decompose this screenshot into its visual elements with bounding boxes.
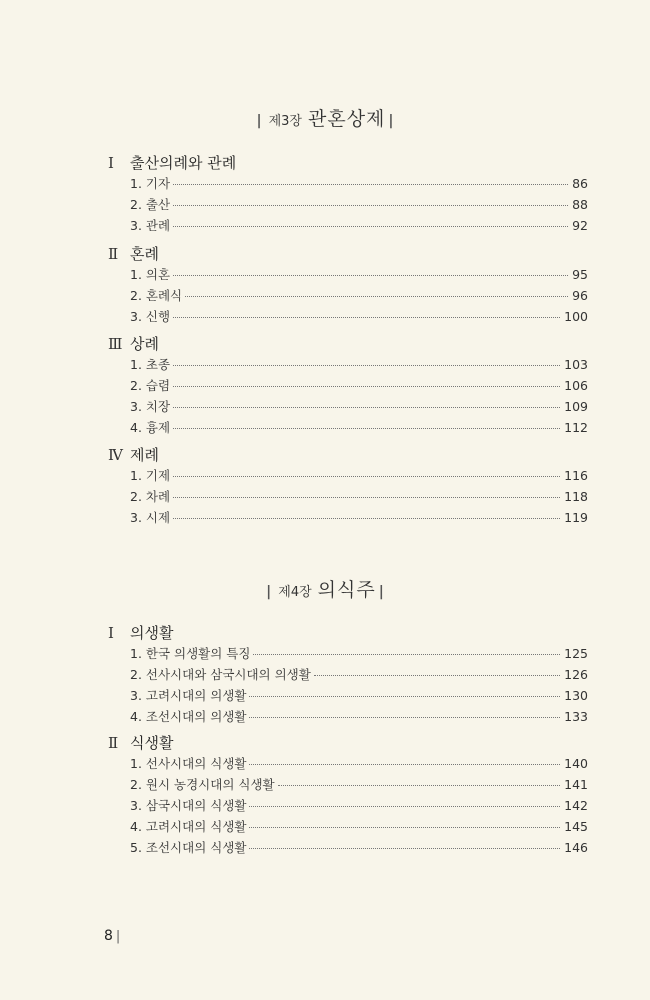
dot-leader: [173, 518, 560, 519]
entry-page: 118: [564, 489, 588, 504]
entry-title: 4. 흉제: [130, 420, 171, 435]
entry-title: 1. 선사시대의 식생활: [130, 756, 247, 771]
entry-title: 2. 출산: [130, 197, 171, 212]
toc-entry[interactable]: [130, 466, 588, 487]
dot-leader: [173, 497, 560, 498]
entry-page: 95: [572, 267, 588, 282]
toc-entry[interactable]: [130, 817, 588, 838]
dot-leader: [173, 275, 568, 276]
toc-entry[interactable]: [130, 775, 588, 796]
toc-entry[interactable]: [130, 665, 588, 686]
section-title: 상례: [130, 335, 159, 353]
entry-title: 1. 기제: [130, 468, 171, 483]
page-folio: [104, 928, 120, 944]
dot-leader: [249, 806, 560, 807]
dot-leader: [173, 476, 560, 477]
entry-title: 2. 원시 농경시대의 식생활: [130, 777, 275, 792]
folio-number: 8: [104, 928, 113, 944]
dot-leader: [249, 827, 560, 828]
chapter-title: [0, 104, 650, 131]
entry-page: 96: [572, 288, 588, 303]
entry-title: 1. 초종: [130, 357, 171, 372]
toc-section: [108, 243, 588, 328]
section-title: 식생활: [130, 734, 174, 752]
dot-leader: [249, 696, 560, 697]
toc-entry[interactable]: [130, 838, 588, 859]
entry-page: 146: [564, 840, 588, 855]
dot-leader: [185, 296, 568, 297]
entry-title: 2. 선사시대와 삼국시대의 의생활: [130, 667, 311, 682]
toc-entry[interactable]: [130, 796, 588, 817]
dot-leader: [173, 317, 560, 318]
dot-leader: [314, 675, 560, 676]
entry-title: 2. 혼례식: [130, 288, 183, 303]
entry-page: 86: [572, 176, 588, 191]
dot-leader: [278, 785, 561, 786]
dot-leader: [173, 407, 560, 408]
entry-page: 130: [564, 688, 588, 703]
entry-title: 3. 신행: [130, 309, 171, 324]
toc-entry[interactable]: [130, 707, 588, 728]
section-numeral: Ⅳ: [108, 446, 123, 464]
dot-leader: [173, 386, 560, 387]
section-numeral: Ⅲ: [108, 335, 123, 353]
entry-page: 103: [564, 357, 588, 372]
toc-entry[interactable]: [130, 286, 588, 307]
entry-title: 2. 차례: [130, 489, 171, 504]
dot-leader: [173, 226, 568, 227]
entry-page: 126: [564, 667, 588, 682]
chapter-number: 제3장: [268, 114, 302, 129]
entry-title: 3. 치장: [130, 399, 171, 414]
toc-entry[interactable]: [130, 307, 588, 328]
dot-leader: [173, 428, 560, 429]
toc-entry[interactable]: [130, 397, 588, 418]
toc-section: [108, 333, 588, 439]
toc-entry[interactable]: [130, 174, 588, 195]
section-title: 혼례: [130, 245, 159, 263]
chapter-number: 제4장: [278, 585, 312, 600]
entry-page: 125: [564, 646, 588, 661]
entry-page: 88: [572, 197, 588, 212]
toc-section: [108, 444, 588, 529]
dot-leader: [173, 184, 568, 185]
section-numeral: Ⅰ: [108, 154, 114, 172]
entry-title: 1. 기자: [130, 176, 171, 191]
section-title: 제례: [130, 446, 159, 464]
entry-title: 4. 고려시대의 식생활: [130, 819, 247, 834]
entry-page: 142: [564, 798, 588, 813]
dot-leader: [249, 717, 560, 718]
toc-entry[interactable]: [130, 508, 588, 529]
folio-bar: |: [115, 929, 121, 944]
entry-page: 133: [564, 709, 588, 724]
entry-title: 4. 조선시대의 의생활: [130, 709, 247, 724]
entry-page: 92: [572, 218, 588, 233]
section-title: 의생활: [130, 624, 174, 642]
entry-title: 3. 시제: [130, 510, 171, 525]
toc-entry[interactable]: [130, 418, 588, 439]
entry-page: 106: [564, 378, 588, 393]
entry-page: 145: [564, 819, 588, 834]
section-numeral: Ⅱ: [108, 245, 119, 263]
entry-title: 3. 삼국시대의 식생활: [130, 798, 247, 813]
section-numeral: Ⅱ: [108, 734, 119, 752]
dot-leader: [173, 365, 560, 366]
chapter-name: 관혼상제: [307, 108, 386, 130]
entry-page: 140: [564, 756, 588, 771]
section-numeral: Ⅰ: [108, 624, 114, 642]
chapter-name: 의식주: [317, 579, 376, 601]
entry-title: 3. 관례: [130, 218, 171, 233]
toc-section: [108, 152, 588, 237]
section-title: 출산의례와 관례: [130, 154, 237, 172]
dot-leader: [173, 205, 568, 206]
toc-entry[interactable]: [130, 195, 588, 216]
toc-entry[interactable]: [130, 686, 588, 707]
dot-leader: [253, 654, 560, 655]
toc-entry[interactable]: [130, 355, 588, 376]
toc-entry[interactable]: [130, 487, 588, 508]
toc-entry[interactable]: [130, 754, 588, 775]
entry-page: 119: [564, 510, 588, 525]
entry-title: 1. 의혼: [130, 267, 171, 282]
toc-entry[interactable]: [130, 376, 588, 397]
toc-section: [108, 732, 588, 859]
title-bar-left: |: [266, 584, 272, 600]
entry-page: 109: [564, 399, 588, 414]
entry-page: 100: [564, 309, 588, 324]
title-bar-right: |: [378, 584, 384, 600]
dot-leader: [249, 764, 560, 765]
toc-entry[interactable]: [130, 216, 588, 237]
entry-title: 5. 조선시대의 식생활: [130, 840, 247, 855]
toc-entry[interactable]: [130, 265, 588, 286]
title-bar-right: |: [388, 113, 394, 129]
toc-entry[interactable]: [130, 644, 588, 665]
entry-title: 3. 고려시대의 의생활: [130, 688, 247, 703]
toc-section: [108, 622, 588, 728]
title-bar-left: |: [256, 113, 262, 129]
entry-page: 141: [564, 777, 588, 792]
entry-title: 2. 습렴: [130, 378, 171, 393]
chapter-title: [0, 575, 650, 602]
entry-title: 1. 한국 의생활의 특징: [130, 646, 251, 661]
dot-leader: [249, 848, 560, 849]
entry-page: 116: [564, 468, 588, 483]
entry-page: 112: [564, 420, 588, 435]
